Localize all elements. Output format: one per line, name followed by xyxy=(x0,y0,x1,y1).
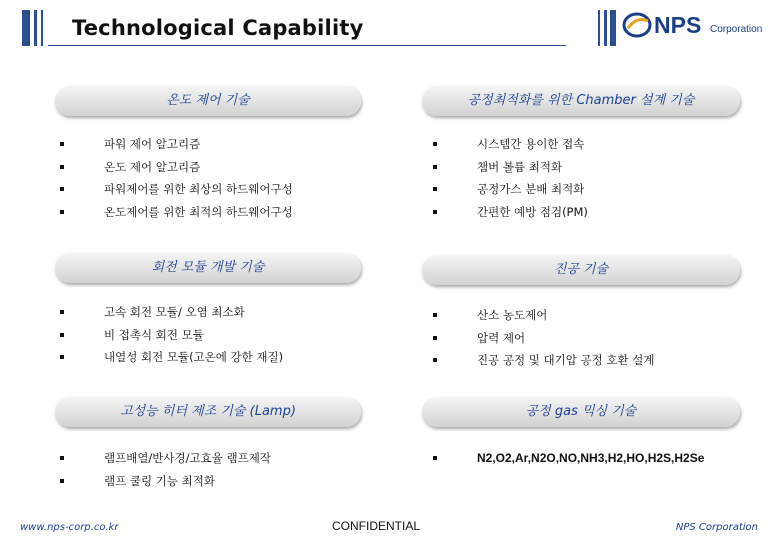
bullet-icon xyxy=(433,210,437,214)
nps-logo-icon xyxy=(622,12,652,38)
logo-suffix: Corporation xyxy=(710,24,763,35)
list-item xyxy=(433,133,588,156)
list-item xyxy=(433,156,588,179)
list-item xyxy=(433,349,654,372)
list-item xyxy=(433,447,704,470)
item-text: 고속 회전 모듈/ 오염 최소화 xyxy=(104,305,245,319)
section-header-chamber-design: 공정최적화를 위한 Chamber 설계 기술 xyxy=(422,86,740,116)
bullet-icon xyxy=(433,313,437,317)
list-item xyxy=(433,201,588,224)
bullet-icon xyxy=(433,456,437,460)
item-text: 파워 제어 알고리즘 xyxy=(104,137,201,151)
bullet-icon xyxy=(433,336,437,340)
gas-mixing-list xyxy=(433,447,704,470)
item-text: 비 접촉식 회전 모듈 xyxy=(104,327,204,342)
right-accent-bar-3 xyxy=(610,10,616,46)
bullet-icon xyxy=(433,358,437,362)
bullet-icon xyxy=(60,210,64,214)
section-header-heater: 고성능 히터 제조 기술 (Lamp) xyxy=(55,397,361,427)
list-item xyxy=(433,178,588,201)
list-item xyxy=(60,346,283,369)
item-text: 챔버 볼륨 최적화 xyxy=(477,159,563,174)
item-text: 압력 제어 xyxy=(477,330,526,345)
item-text: 파워제어를 위한 최상의 하드웨어구성 xyxy=(104,182,293,196)
item-text: 산소 농도제어 xyxy=(477,308,548,322)
item-text: N2,O2,Ar,N2O,NO,NH3,H2,HO,H2S,H2Se xyxy=(477,451,705,465)
bullet-icon xyxy=(60,456,64,460)
bullet-icon xyxy=(433,187,437,191)
rotation-module-list xyxy=(60,301,283,369)
item-text: 온도제어를 위한 최적의 하드웨어구성 xyxy=(104,204,293,219)
item-text: 시스템간 용이한 접속 xyxy=(477,137,585,151)
bullet-icon xyxy=(60,355,64,359)
item-text: 램프 쿨링 기능 최적화 xyxy=(104,473,215,488)
list-item xyxy=(60,178,293,201)
footer-website: www.nps-corp.co.kr xyxy=(20,522,119,533)
right-accent-bar-2 xyxy=(604,10,607,46)
bullet-icon xyxy=(60,187,64,191)
left-accent-bar-2 xyxy=(34,10,37,46)
heater-list xyxy=(60,447,271,492)
list-item xyxy=(60,201,293,224)
bullet-icon xyxy=(60,142,64,146)
item-text: 온도 제어 알고리즘 xyxy=(104,159,201,174)
left-accent-bar-3 xyxy=(41,10,43,46)
list-item xyxy=(60,447,271,470)
vacuum-list xyxy=(433,304,654,372)
list-item xyxy=(60,133,293,156)
section-header-vacuum: 진공 기술 xyxy=(422,255,740,285)
list-item xyxy=(433,304,654,327)
chamber-design-list xyxy=(433,133,588,223)
item-text: 공정가스 분배 최적화 xyxy=(477,182,585,196)
bullet-icon xyxy=(433,165,437,169)
page-title: Technological Capability xyxy=(72,16,364,40)
item-text: 간편한 예방 점검(PM) xyxy=(477,204,588,219)
logo-brand: NPS xyxy=(654,12,702,38)
bullet-icon xyxy=(433,142,437,146)
list-item xyxy=(60,324,283,347)
bullet-icon xyxy=(60,310,64,314)
list-item xyxy=(60,470,271,493)
list-item xyxy=(433,327,654,350)
footer-company: NPS Corporation xyxy=(675,522,758,533)
list-item xyxy=(60,301,283,324)
temp-control-list xyxy=(60,133,293,223)
right-accent-bar-1 xyxy=(598,10,600,46)
bullet-icon xyxy=(60,479,64,483)
bullet-icon xyxy=(60,333,64,337)
title-divider xyxy=(48,45,566,46)
item-text: 램프배열/반사경/고효율 램프제작 xyxy=(104,451,271,465)
section-header-rotation-module: 회전 모듈 개발 기술 xyxy=(55,253,361,283)
bullet-icon xyxy=(60,165,64,169)
section-header-gas-mixing: 공정 gas 믹싱 기술 xyxy=(422,397,740,427)
list-item xyxy=(60,156,293,179)
left-accent-bar-1 xyxy=(22,10,30,46)
item-text: 내열성 회전 모듈(고온에 강한 재질) xyxy=(104,350,284,364)
footer-confidential: CONFIDENTIAL xyxy=(332,519,421,533)
section-header-temp-control: 온도 제어 기술 xyxy=(55,86,361,116)
item-text: 진공 공정 및 대기압 공정 호환 설계 xyxy=(477,353,655,367)
